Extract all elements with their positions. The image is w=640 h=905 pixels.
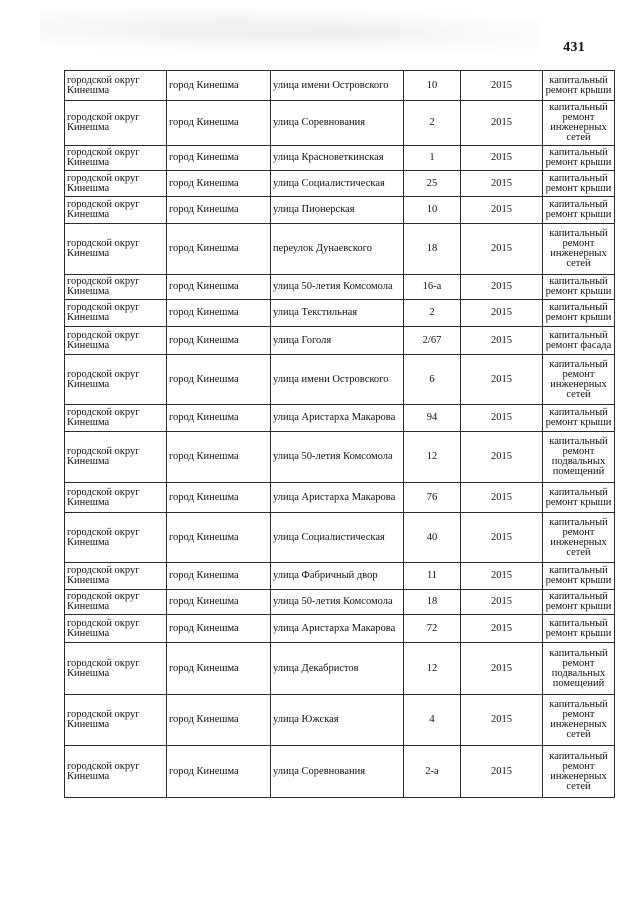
district-cell: городской округ Кинешма <box>65 405 167 432</box>
year-cell: 2015 <box>461 746 543 798</box>
street-cell: улица Фабричный двор <box>271 563 404 590</box>
table-row <box>65 695 615 746</box>
year-cell: 2015 <box>461 300 543 327</box>
city-cell: город Кинешма <box>167 197 271 224</box>
work-type-cell: капитальный ремонт крыши <box>543 483 615 513</box>
year-cell: 2015 <box>461 695 543 746</box>
city-cell: город Кинешма <box>167 355 271 405</box>
house-number-cell: 76 <box>404 483 461 513</box>
city-cell: город Кинешма <box>167 590 271 615</box>
street-cell: улица Пионерская <box>271 197 404 224</box>
work-type-cell: капитальный ремонт крыши <box>543 405 615 432</box>
year-cell: 2015 <box>461 171 543 197</box>
house-number-cell: 2-а <box>404 746 461 798</box>
table-row <box>65 405 615 432</box>
table-row <box>65 615 615 643</box>
street-cell: улица Гоголя <box>271 327 404 355</box>
work-type-cell: капитальный ремонт инженерных сетей <box>543 746 615 798</box>
city-cell: город Кинешма <box>167 643 271 695</box>
work-type-cell: капитальный ремонт крыши <box>543 71 615 101</box>
table-row <box>65 643 615 695</box>
table-row <box>65 197 615 224</box>
city-cell: город Кинешма <box>167 224 271 275</box>
work-type-cell: капитальный ремонт крыши <box>543 615 615 643</box>
year-cell: 2015 <box>461 71 543 101</box>
house-number-cell: 4 <box>404 695 461 746</box>
house-number-cell: 12 <box>404 643 461 695</box>
city-cell: город Кинешма <box>167 483 271 513</box>
work-type-cell: капитальный ремонт фасада <box>543 327 615 355</box>
city-cell: город Кинешма <box>167 146 271 171</box>
table-row <box>65 101 615 146</box>
work-type-cell: капитальный ремонт инженерных сетей <box>543 224 615 275</box>
district-cell: городской округ Кинешма <box>65 197 167 224</box>
house-number-cell: 16-а <box>404 275 461 300</box>
street-cell: улица Аристарха Макарова <box>271 483 404 513</box>
city-cell: город Кинешма <box>167 405 271 432</box>
year-cell: 2015 <box>461 643 543 695</box>
street-cell: улица Аристарха Макарова <box>271 615 404 643</box>
table-row <box>65 483 615 513</box>
city-cell: город Кинешма <box>167 615 271 643</box>
table-row <box>65 275 615 300</box>
district-cell: городской округ Кинешма <box>65 275 167 300</box>
work-type-cell: капитальный ремонт крыши <box>543 171 615 197</box>
street-cell: улица 50-летия Комсомола <box>271 275 404 300</box>
year-cell: 2015 <box>461 590 543 615</box>
street-cell: улица Соревнования <box>271 746 404 798</box>
work-type-cell: капитальный ремонт инженерных сетей <box>543 355 615 405</box>
district-cell: городской округ Кинешма <box>65 327 167 355</box>
table-row <box>65 146 615 171</box>
work-type-cell: капитальный ремонт инженерных сетей <box>543 695 615 746</box>
district-cell: городской округ Кинешма <box>65 746 167 798</box>
work-type-cell: капитальный ремонт крыши <box>543 590 615 615</box>
year-cell: 2015 <box>461 197 543 224</box>
table-row <box>65 746 615 798</box>
city-cell: город Кинешма <box>167 275 271 300</box>
street-cell: переулок Дунаевского <box>271 224 404 275</box>
year-cell: 2015 <box>461 355 543 405</box>
year-cell: 2015 <box>461 224 543 275</box>
table-row <box>65 563 615 590</box>
street-cell: улица Аристарха Макарова <box>271 405 404 432</box>
house-number-cell: 1 <box>404 146 461 171</box>
district-cell: городской округ Кинешма <box>65 590 167 615</box>
city-cell: город Кинешма <box>167 695 271 746</box>
work-type-cell: капитальный ремонт крыши <box>543 275 615 300</box>
street-cell: улица 50-летия Комсомола <box>271 432 404 483</box>
work-type-cell: капитальный ремонт инженерных сетей <box>543 513 615 563</box>
city-cell: город Кинешма <box>167 171 271 197</box>
district-cell: городской округ Кинешма <box>65 71 167 101</box>
year-cell: 2015 <box>461 483 543 513</box>
house-number-cell: 6 <box>404 355 461 405</box>
table-row <box>65 224 615 275</box>
house-number-cell: 18 <box>404 590 461 615</box>
page-number: 431 <box>563 40 585 55</box>
year-cell: 2015 <box>461 146 543 171</box>
house-number-cell: 40 <box>404 513 461 563</box>
year-cell: 2015 <box>461 327 543 355</box>
house-number-cell: 2 <box>404 101 461 146</box>
house-number-cell: 12 <box>404 432 461 483</box>
street-cell: улица Социалистическая <box>271 513 404 563</box>
work-type-cell: капитальный ремонт крыши <box>543 146 615 171</box>
work-type-cell: капитальный ремонт инженерных сетей <box>543 101 615 146</box>
house-number-cell: 10 <box>404 71 461 101</box>
table-row <box>65 327 615 355</box>
district-cell: городской округ Кинешма <box>65 224 167 275</box>
district-cell: городской округ Кинешма <box>65 146 167 171</box>
street-cell: улица Социалистическая <box>271 171 404 197</box>
year-cell: 2015 <box>461 513 543 563</box>
city-cell: город Кинешма <box>167 432 271 483</box>
street-cell: улица 50-летия Комсомола <box>271 590 404 615</box>
house-number-cell: 94 <box>404 405 461 432</box>
street-cell: улица Южская <box>271 695 404 746</box>
house-number-cell: 2 <box>404 300 461 327</box>
table-row <box>65 590 615 615</box>
district-cell: городской округ Кинешма <box>65 432 167 483</box>
street-cell: улица Соревнования <box>271 101 404 146</box>
house-number-cell: 10 <box>404 197 461 224</box>
district-cell: городской округ Кинешма <box>65 101 167 146</box>
house-number-cell: 11 <box>404 563 461 590</box>
city-cell: город Кинешма <box>167 300 271 327</box>
city-cell: город Кинешма <box>167 563 271 590</box>
street-cell: улица Красноветкинская <box>271 146 404 171</box>
year-cell: 2015 <box>461 101 543 146</box>
table-row <box>65 355 615 405</box>
table-row <box>65 71 615 101</box>
table-row <box>65 300 615 327</box>
year-cell: 2015 <box>461 275 543 300</box>
year-cell: 2015 <box>461 405 543 432</box>
work-type-cell: капитальный ремонт крыши <box>543 300 615 327</box>
work-type-cell: капитальный ремонт подвальных помещений <box>543 432 615 483</box>
house-number-cell: 2/67 <box>404 327 461 355</box>
housing-repair-table <box>64 70 615 798</box>
house-number-cell: 72 <box>404 615 461 643</box>
district-cell: городской округ Кинешма <box>65 563 167 590</box>
work-type-cell: капитальный ремонт подвальных помещений <box>543 643 615 695</box>
table-row <box>65 432 615 483</box>
street-cell: улица Текстильная <box>271 300 404 327</box>
city-cell: город Кинешма <box>167 71 271 101</box>
city-cell: город Кинешма <box>167 513 271 563</box>
city-cell: город Кинешма <box>167 746 271 798</box>
work-type-cell: капитальный ремонт крыши <box>543 563 615 590</box>
city-cell: город Кинешма <box>167 327 271 355</box>
table-body <box>65 71 615 798</box>
work-type-cell: капитальный ремонт крыши <box>543 197 615 224</box>
street-cell: улица Декабристов <box>271 643 404 695</box>
district-cell: городской округ Кинешма <box>65 355 167 405</box>
house-number-cell: 25 <box>404 171 461 197</box>
year-cell: 2015 <box>461 432 543 483</box>
street-cell: улица имени Островского <box>271 355 404 405</box>
district-cell: городской округ Кинешма <box>65 171 167 197</box>
district-cell: городской округ Кинешма <box>65 513 167 563</box>
district-cell: городской округ Кинешма <box>65 695 167 746</box>
city-cell: город Кинешма <box>167 101 271 146</box>
year-cell: 2015 <box>461 563 543 590</box>
district-cell: городской округ Кинешма <box>65 483 167 513</box>
street-cell: улица имени Островского <box>271 71 404 101</box>
year-cell: 2015 <box>461 615 543 643</box>
district-cell: городской округ Кинешма <box>65 300 167 327</box>
scan-artifact <box>40 8 540 56</box>
house-number-cell: 18 <box>404 224 461 275</box>
district-cell: городской округ Кинешма <box>65 643 167 695</box>
district-cell: городской округ Кинешма <box>65 615 167 643</box>
table-row <box>65 513 615 563</box>
table-row <box>65 171 615 197</box>
